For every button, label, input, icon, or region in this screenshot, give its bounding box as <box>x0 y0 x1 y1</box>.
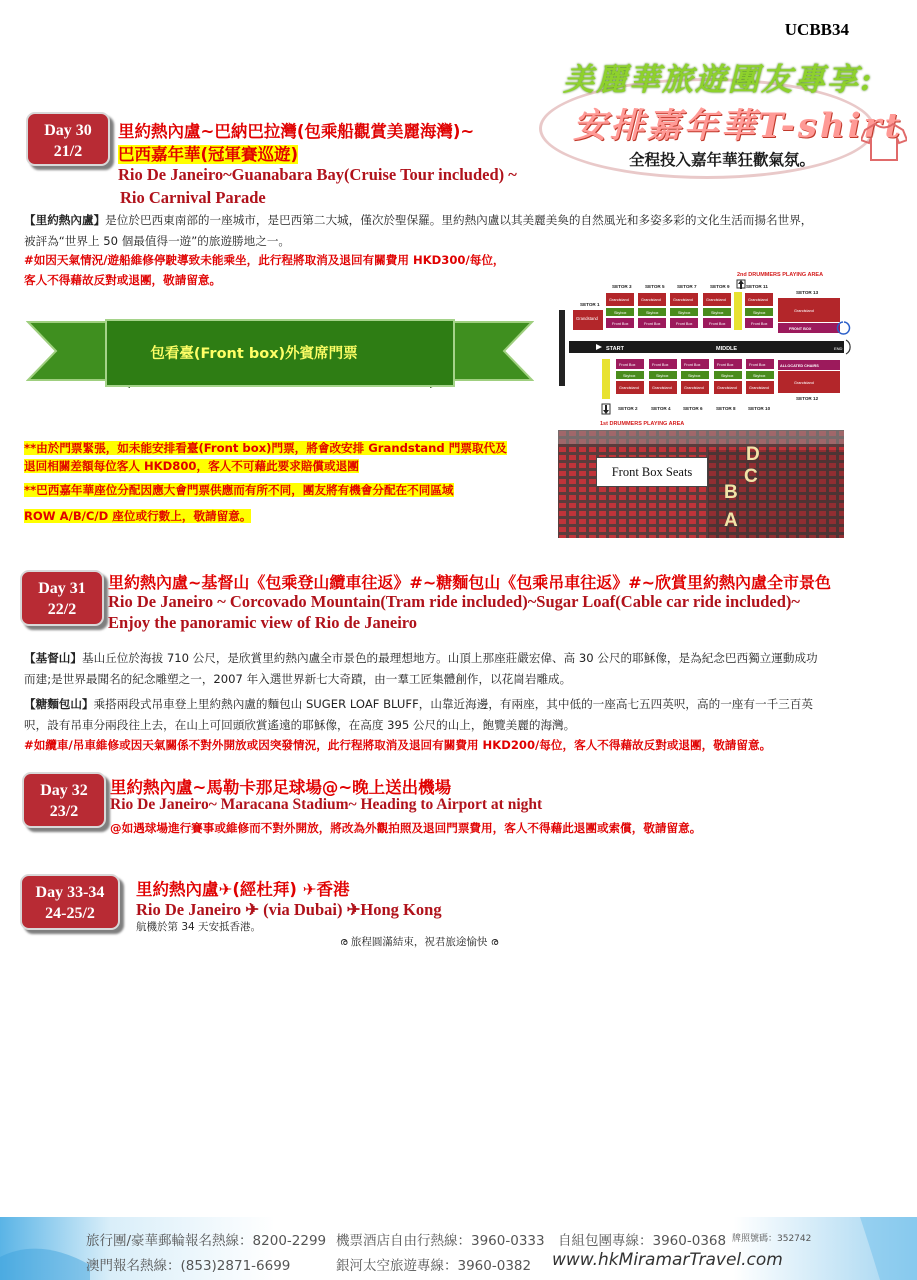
map-skybox-s10: Skybox <box>753 374 766 378</box>
row-letter-c: C <box>744 466 758 487</box>
day-30-body: 【里約熱內盧】是位於巴西東南部的一座城市，是巴西第二大城，僅次於聖保羅。里約熱內盧以其美麗美奐的自然風光和多姿多彩的文化生活而揚名世界， 被評為“世界上 50 個最值得一遊”的旅遊勝地之一。 <box>24 213 813 248</box>
map-frontbox-s11: Front Box <box>751 322 768 326</box>
map-start: START <box>606 346 624 352</box>
map-bottom-sector-2: SETOR 2 <box>618 406 638 411</box>
map-frontbox-s10: Front Box <box>749 363 766 367</box>
day-30-title-en-1: Rio De Janeiro~Guanabara Bay(Cruise Tour included) ~ <box>118 165 517 184</box>
day-33-arrival-text: 航機於第 34 天安抵香港。 <box>136 921 262 933</box>
map-grandstand-s13: Grandstand <box>794 309 814 313</box>
map-drummers-1st: 1st DRUMMERS PLAYING AREA <box>600 421 685 427</box>
map-grandstand-s11: Grandstand <box>748 298 768 302</box>
footer-private-tour-line: 自組包團專線：3960-0368 <box>558 1233 727 1249</box>
map-skybox-s6: Skybox <box>688 374 701 378</box>
row-letter-a: A <box>724 510 738 531</box>
day-32-badge <box>22 772 106 828</box>
footer-air-hotel-hotline: 機票酒店自由行熱線：3960-0333 <box>336 1233 545 1249</box>
map-frontbox-s3: Front Box <box>612 322 629 326</box>
day-33-title-en: Rio De Janeiro ✈ (via Dubai) ✈Hong Kong <box>136 900 442 919</box>
map-frontbox-s9: Front Box <box>709 322 726 326</box>
day-31-title-en-2: Enjoy the panoramic view of Rio de Janeiro <box>108 613 418 632</box>
ticket-notes: **由於門票緊張，如未能安排看臺(Front box)門票，將會改安排 Grandstand 門票取代及 退回相關差額每位客人 HKD800，客人不可藉此要求賠償或退團 **巴西嘉年華座位分配因應大會門票供應而有所不同，團友將有機會分配在不同區域 ROW A/B/C/D 座位或行數上，敬請留意。 <box>24 441 507 523</box>
day-30-label: Day 30 <box>44 122 92 139</box>
map-skybox-s11: Skybox <box>753 311 766 315</box>
map-end: END <box>834 346 843 351</box>
map-frontbox-s8: Front Box <box>717 363 734 367</box>
map-frontbox-s6: Front Box <box>684 363 701 367</box>
map-bottom-sector-6: SETOR 6 <box>683 406 703 411</box>
map-allocated: ALLOCATED CHAIRS <box>780 364 819 368</box>
map-frontbox-s2: Front Box <box>619 363 636 367</box>
footer-license: 牌照號碼：352742 <box>732 1234 812 1244</box>
map-top-sector-9: SETOR 9 <box>710 284 730 289</box>
map-grandstand-s2: Grandstand <box>619 386 639 390</box>
map-frontbox-s13: FRONT BOX <box>789 327 812 331</box>
map-skybox-s3: Skybox <box>614 311 627 315</box>
day-31-badge <box>20 570 104 626</box>
map-frontbox-s7: Front Box <box>676 322 693 326</box>
day-33-date: 24-25/2 <box>45 905 95 922</box>
map-drummers-2nd: 2nd DRUMMERS PLAYING AREA <box>737 272 824 278</box>
day-31-date: 22/2 <box>47 601 77 618</box>
day-33-label: Day 33-34 <box>35 884 105 901</box>
day-32-title-zh: 里約熱內盧~馬勒卡那足球場@~晚上送出機場 <box>110 778 452 797</box>
row-letter-d: D <box>746 444 760 465</box>
map-skybox-s7: Skybox <box>678 311 691 315</box>
day-31-title-zh: 里約熱內盧~基督山《包乘登山纜車往返》#~糖麵包山《包乘吊車往返》#~欣賞里約熱內盧全市景色 <box>108 573 832 592</box>
map-grandstand-s6: Grandstand <box>684 386 704 390</box>
day-32-warning: @如遇球場進行賽事或維修而不對外開放，將改為外觀拍照及退回門票費用，客人不得藉此退團或索償，敬請留意。 <box>110 821 702 835</box>
map-grandstand-s7: Grandstand <box>673 298 693 302</box>
sambadrome-seat-map <box>556 270 856 428</box>
row-letter-b: B <box>724 482 738 503</box>
t-shirt-icon <box>861 122 907 162</box>
day-30-date: 21/2 <box>53 143 83 160</box>
day-32-date: 23/2 <box>49 803 79 820</box>
map-bottom-sector-4: SETOR 4 <box>651 406 671 411</box>
front-box-seats-photo <box>558 430 844 538</box>
map-top-sector-11: SETOR 11 <box>746 284 768 289</box>
map-skybox-s4: Skybox <box>656 374 669 378</box>
map-grandstand-s8: Grandstand <box>717 386 737 390</box>
map-sector-13: SETOR 13 <box>796 290 819 295</box>
day-30-warning: #如因天氣情況/遊船維修停駛導致未能乘坐，此行程將取消及退回有關費用 HKD300/每位， 客人不得藉故反對或退團，敬請留意。 <box>24 253 505 287</box>
day-30-title-zh-1: 里約熱內盧~巴納巴拉灣(包乘船觀賞美麗海灣)~ <box>118 122 475 141</box>
day-30-title-zh-2: 巴西嘉年華(冠軍賽巡遊) <box>118 145 299 164</box>
promo-line-1: 美麗華旅遊團友專享: <box>563 62 874 98</box>
map-skybox-s9: Skybox <box>711 311 724 315</box>
map-top-sector-7: SETOR 7 <box>677 284 697 289</box>
day-30-badge <box>26 112 110 166</box>
map-sector-12: SETOR 12 <box>796 396 819 401</box>
promo-line-2: 安排嘉年華T-shirt <box>573 106 904 146</box>
footer-macau-hotline: 澳門報名熱線：(853)2871-6699 <box>86 1258 291 1274</box>
day-31-title-en-1: Rio De Janeiro ~ Corcovado Mountain(Tram ride included)~Sugar Loaf(Cable car ride included)~ <box>108 592 801 611</box>
day-31-label: Day 31 <box>38 580 86 597</box>
day-31-sugarloaf-text: 【糖麵包山】乘搭兩段式吊車登上里約熱內盧的麵包山 SUGER LOAF BLUFF，山靠近海邊，有兩座，其中低的一座高七五四英呎，高的一座有一千三百英 呎，設有吊車分兩段往上去，在山上可回頭欣賞遙遠的耶穌像，在高度 395 公尺的山上，飽覽美麗的海灣。 <box>24 697 813 732</box>
footer <box>0 1217 917 1280</box>
doc-code: UCBB34 <box>784 20 849 39</box>
map-top-sector-3: SETOR 3 <box>612 284 632 289</box>
day-33-title-zh: 里約熱內盧✈(經杜拜) ✈香港 <box>136 880 350 899</box>
map-grandstand-s1: Grandstand <box>576 316 598 321</box>
map-frontbox-s4: Front Box <box>652 363 669 367</box>
map-grandstand-s10: Grandstand <box>749 386 769 390</box>
map-skybox-s2: Skybox <box>623 374 636 378</box>
map-frontbox-s5: Front Box <box>644 322 661 326</box>
trip-end-note: ര 旅程圓滿結束，祝君旅途愉快 ര <box>340 936 499 948</box>
map-bottom-sector-10: SETOR 10 <box>748 406 771 411</box>
map-grandstand-s12: Grandstand <box>794 381 814 385</box>
footer-tour-hotline: 旅行團/豪華郵輪報名熱線：8200-2299 <box>86 1233 327 1249</box>
map-grandstand-s5: Grandstand <box>641 298 661 302</box>
footer-galaxy-hotline: 銀河太空旅遊專線：3960-0382 <box>336 1258 532 1274</box>
ribbon-text: 包看臺(Front box)外賓席門票 <box>150 346 358 362</box>
photo-label: Front Box Seats <box>596 457 708 487</box>
day-30-title-en-2: Rio Carnival Parade <box>120 188 266 207</box>
promo-stamp <box>533 48 911 178</box>
map-top-sector-5: SETOR 5 <box>645 284 665 289</box>
day-32-title-en: Rio De Janeiro~ Maracana Stadium~ Heading to Airport at night <box>110 796 543 813</box>
map-middle: MIDDLE <box>716 346 738 352</box>
map-grandstand-s4: Grandstand <box>652 386 672 390</box>
map-grandstand-s9: Grandstand <box>706 298 726 302</box>
map-sector-1: SETOR 1 <box>580 302 600 307</box>
day-31-warning: #如纜車/吊車維修或因天氣關係不對外開放或因突發情況，此行程將取消及退回有關費用 HKD200/每位，客人不得藉故反對或退團，敬請留意。 <box>24 738 772 752</box>
map-bottom-sector-8: SETOR 8 <box>716 406 736 411</box>
map-grandstand-s3: Grandstand <box>609 298 629 302</box>
map-skybox-s5: Skybox <box>646 311 659 315</box>
day-33-badge <box>20 874 120 930</box>
map-skybox-s8: Skybox <box>721 374 734 378</box>
day-32-label: Day 32 <box>40 782 88 799</box>
day-31-corcovado-text: 【基督山】基山丘位於海拔 710 公尺，是欣賞里約熱內盧全市景色的最理想地方。山頂上那座莊嚴宏偉、高 30 公尺的耶穌像，是為紀念巴西獨立運動成功 而建;是世界最聞名的紀念雕塑之一，2007 年入選世界新七大奇蹟，由一羣工匠集體創作，以花崗岩雕成。 <box>24 651 818 686</box>
footer-website[interactable]: www.hkMiramarTravel.com <box>552 1250 783 1270</box>
promo-line-3: 全程投入嘉年華狂歡氣氛。 <box>629 151 816 169</box>
